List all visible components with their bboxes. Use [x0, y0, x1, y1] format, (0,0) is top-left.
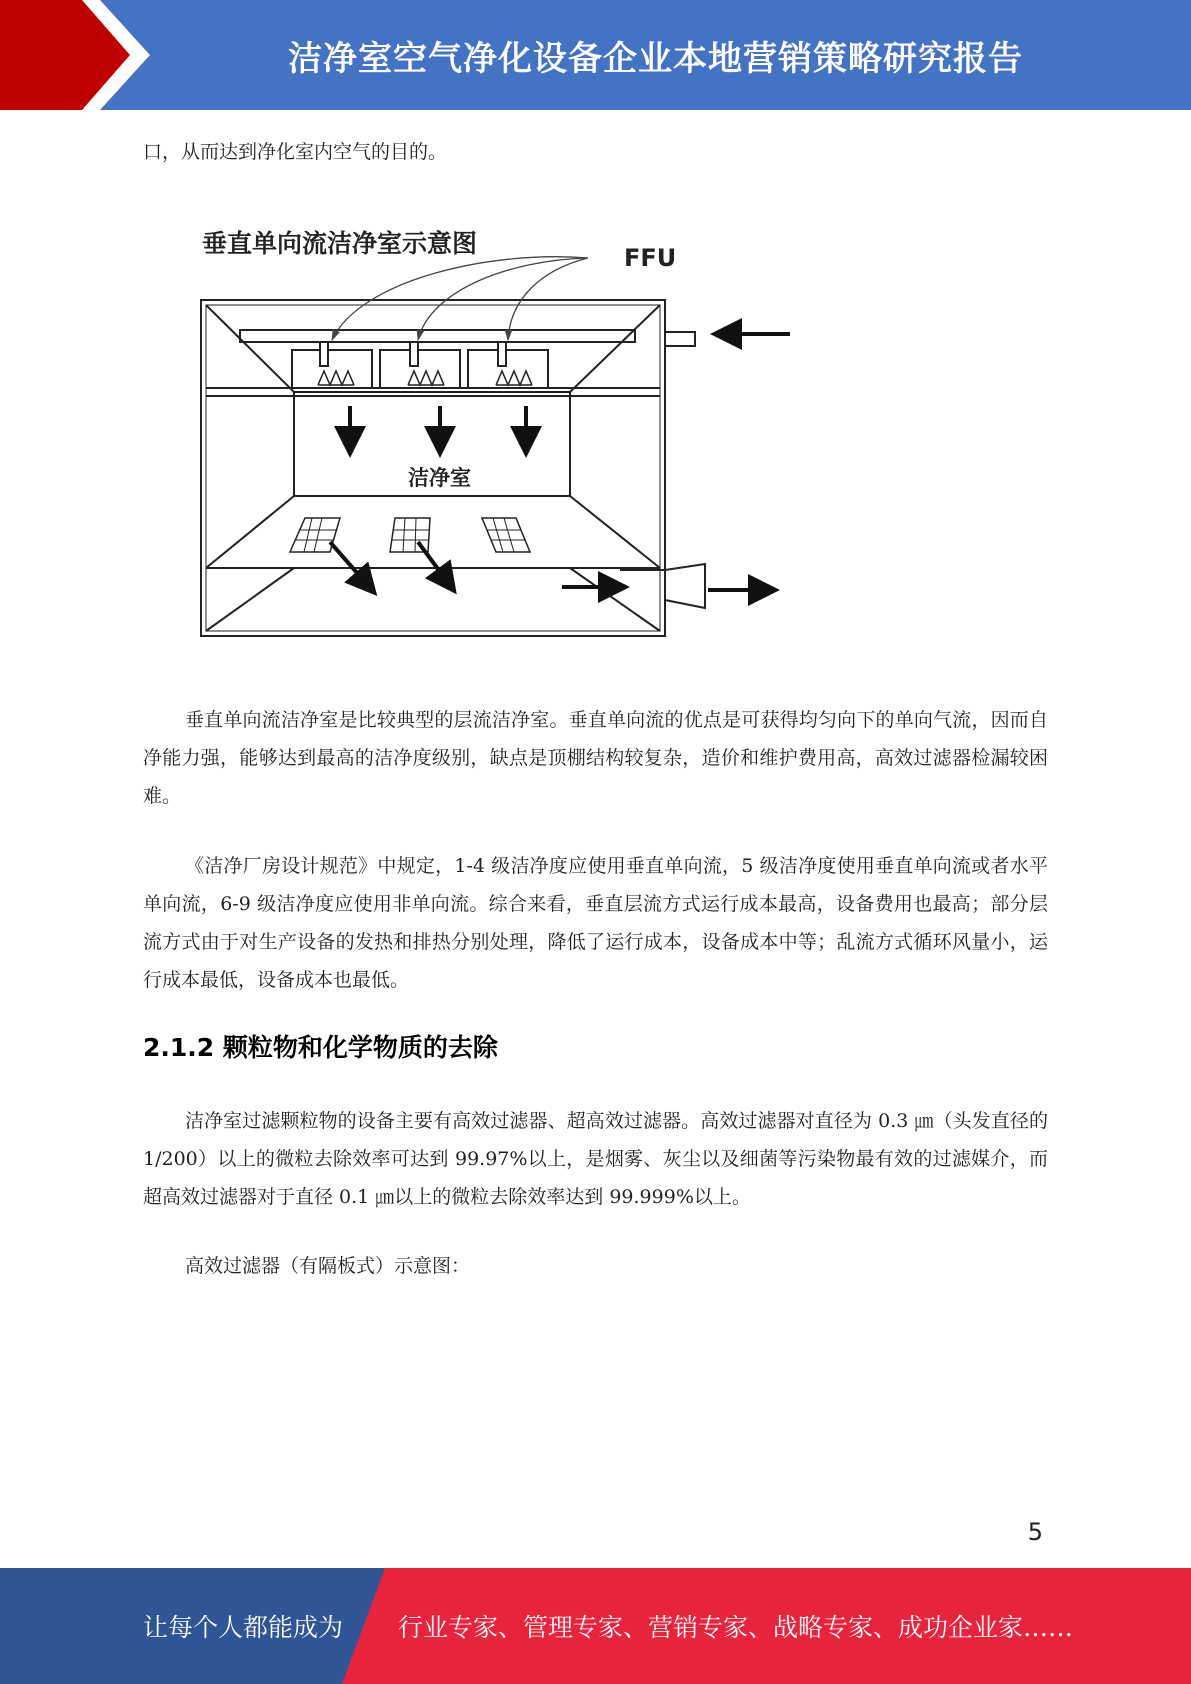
figure-ffu-label: FFU [624, 244, 677, 272]
paragraph-continuation: 口，从而达到净化室内空气的目的。 [143, 141, 448, 163]
section-heading: 2.1.2 颗粒物和化学物质的去除 [143, 1033, 498, 1062]
footer-slogan-right: 行业专家、管理专家、营销专家、战略专家、成功企业家…… [398, 1613, 1074, 1642]
paragraph-filter-diagram-caption: 高效过滤器（有隔板式）示意图： [185, 1255, 471, 1277]
cleanroom-diagram [190, 210, 810, 660]
page-title: 洁净室空气净化设备企业本地营销策略研究报告 [288, 38, 1023, 79]
page-footer [0, 1568, 1191, 1684]
figure-room-label: 洁净室 [408, 466, 471, 490]
paragraph-design-code: 《洁净厂房设计规范》中规定，1-4 级洁净度应使用垂直单向流，5 级洁净度使用垂直单向流或者水平单向流，6-9 级洁净度应使用非单向流。综合来看，垂直层流方式运行成本最高，设备费用也最高；部分层流方式由于对生产设备的发热和排热分别处理，降低了运行成本，设备成本中等；乱流方式循环风量小，运行成本最低，设备成本也最低。 [143, 855, 1048, 991]
paragraph-vertical-flow: 垂直单向流洁净室是比较典型的层流洁净室。垂直单向流的优点是可获得均匀向下的单向气流，因而自净能力强，能够达到最高的洁净度级别，缺点是顶棚结构较复杂，造价和维护费用高，高效过滤器检漏较困难。 [143, 709, 1048, 807]
paragraph-filters: 洁净室过滤颗粒物的设备主要有高效过滤器、超高效过滤器。高效过滤器对直径为 0.3 ㎛（头发直径的 1/200）以上的微粒去除效率可达到 99.97%以上，是烟雾、灰尘以及细菌等污染物最有效的过滤媒介，而超高效过滤器对于直径 0.1 ㎛以上的微粒去除效率达到 99.999%以上。 [143, 1110, 1048, 1208]
page-header [0, 0, 1191, 110]
figure-title: 垂直单向流洁净室示意图 [202, 229, 478, 258]
footer-slogan-left: 让每个人都能成为 [143, 1613, 344, 1642]
cleanroom-diagram-drawing [190, 210, 810, 660]
chevron-icon [0, 0, 160, 110]
page-number: 5 [1027, 1518, 1043, 1546]
